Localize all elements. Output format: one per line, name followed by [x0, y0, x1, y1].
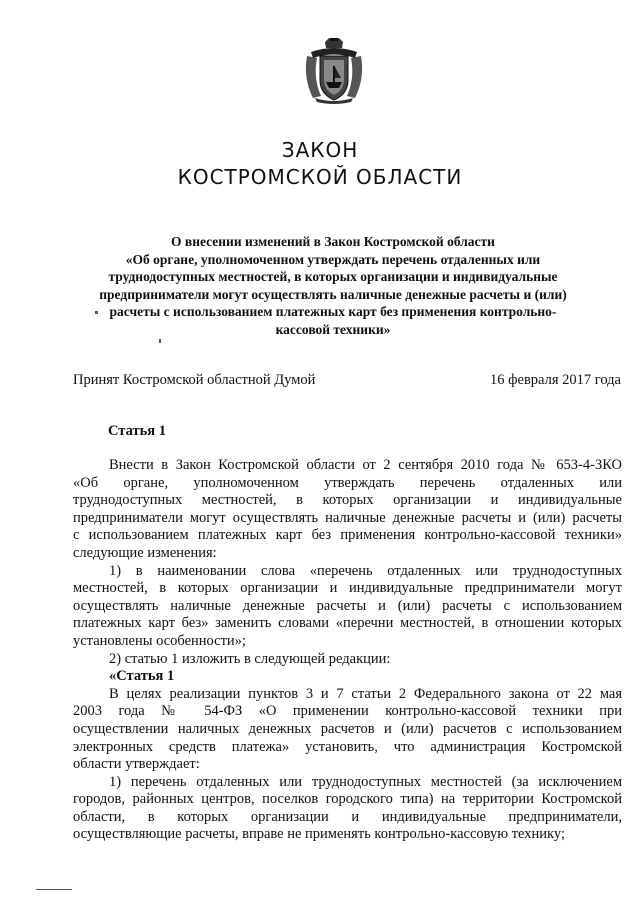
article-body [73, 457, 622, 844]
body-line: 2003 года № 54-ФЗ «О применении контрольно-кассовой техники при [73, 703, 622, 720]
body-line: «Статья 1 [109, 668, 175, 685]
footer-rule [36, 889, 72, 890]
adopted-by: Принят Костромской областной Думой [73, 372, 316, 388]
body-line: установлены особенности»; [73, 632, 246, 649]
body-line: осуществлении наличных денежных расчетов и (или) расчетов с использованием [73, 720, 622, 737]
body-line: В целях реализации пунктов 3 и 7 статьи 2 Федерального закона от 22 мая [109, 685, 622, 702]
body-line: области утверждает: [73, 756, 200, 773]
coat-of-arms-icon [303, 38, 365, 104]
law-title: ЗАКОН [281, 138, 359, 162]
body-line: области, в которых организации и индивидуальные предприниматели, [73, 808, 622, 825]
body-line: местностей, в которых организации и индивидуальные предприниматели могут [73, 580, 622, 597]
article-heading: Статья 1 [108, 423, 166, 439]
subject-line: кассовой техники» [275, 321, 391, 337]
body-line: с использованием платежных карт без применения контрольно-кассовой техники» [73, 527, 622, 544]
body-line: предприниматели могут осуществлять наличные денежные расчеты и (или) расчеты [73, 509, 622, 526]
body-line: труднодоступных местностей, в которых организации и индивидуальные [73, 492, 622, 509]
subject-line: «Об органе, уполномоченном утверждать перечень отдаленных или [125, 251, 541, 267]
subject-line: предприниматели могут осуществлять наличные денежные расчеты и (или) [99, 286, 567, 302]
adoption-line [73, 372, 621, 389]
body-line: Внести в Закон Костромской области от 2 сентября 2010 года № 653-4-ЗКО [109, 457, 622, 473]
body-line: 2) статью 1 изложить в следующей редакции: [109, 650, 391, 667]
subject-line: труднодоступных местностей, в которых организации и индивидуальные [108, 269, 558, 284]
adoption-date: 16 февраля 2017 года [489, 372, 621, 388]
subject-line: расчеты с использованием платежных карт без применения контрольно- [109, 304, 557, 319]
body-line: 1) в наименовании слова «перечень отдаленных или труднодоступных [109, 562, 622, 579]
body-line: «Об органе, уполномоченном утверждать перечень отдаленных или [73, 474, 622, 491]
body-line: следующие изменения: [73, 544, 217, 561]
body-line: платежных карт без» заменить словами «перечни местностей, в отношении которых [73, 615, 622, 632]
body-line: 1) перечень отдаленных или труднодоступных местностей (за исключением [109, 773, 622, 790]
subject-line: О внесении изменений в Закон Костромской области [171, 234, 495, 249]
body-line: осуществлять наличные денежные расчеты и (или) расчеты с использованием [73, 597, 622, 614]
scan-speck [159, 339, 161, 343]
law-subject [60, 233, 606, 338]
region-title: КОСТРОМСКОЙ ОБЛАСТИ [177, 165, 463, 189]
body-line: городов, районных центров, поселков городского типа) на территории Костромской [73, 791, 622, 808]
body-line: электронных средств платежа» установить, что администрация Костромской [73, 738, 622, 755]
body-line: осуществляющие расчеты, вправе не применять контрольно-кассовую технику; [73, 826, 565, 843]
scan-speck [95, 311, 98, 314]
